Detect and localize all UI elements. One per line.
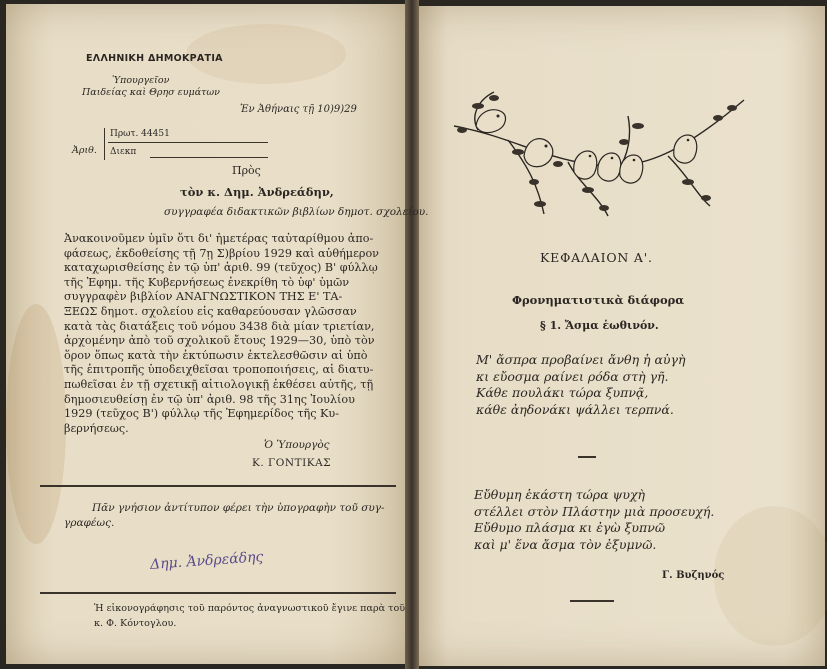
letter-body-line: ὅρον ὅπως κατὰ τὴν ἐκτύπωσιν ἐκτελεσθῶσιν αἱ ὑπὸ bbox=[64, 348, 368, 362]
poem-author: Γ. Βυζηνός bbox=[662, 570, 725, 581]
end-rule bbox=[570, 600, 614, 602]
water-stain bbox=[6, 304, 66, 544]
reference-bracket bbox=[104, 128, 105, 160]
protocol-number: Πρωτ. 44451 bbox=[110, 129, 170, 139]
recipient-title: συγγραφέα διδακτικῶν βιβλίων δημοτ. σχολείου. bbox=[164, 206, 429, 218]
poem-line: καὶ μ' ἕνα ἄσμα τὸν ἐξυμνῶ. bbox=[474, 536, 657, 552]
author-signature: Δημ. Ἀνδρεάδης bbox=[149, 549, 264, 573]
letter-body-line: καταχωρισθείσης ἐν τῷ ὑπ' ἀριθ. 99 (τεῦχος) Β' φύλλῳ bbox=[64, 261, 378, 275]
letter-body-line: 1929 (τεῦχος Β') φύλλῳ τῆς Ἐφημερίδος τῆς Κυ- bbox=[64, 407, 339, 421]
poem-stanza-1 bbox=[476, 352, 686, 418]
letter-body-line: φάσεως, ἐκδοθείσης τῇ 7ῃ Σ)βρίου 1929 καὶ αὐθήμερον bbox=[64, 246, 379, 260]
divider-rule bbox=[40, 485, 396, 487]
letter-body-line: τῆς ἐπιτροπῆς ὑποδειχθεῖσαι τροποποιήσεις, αἱ διατυ- bbox=[64, 363, 374, 377]
reference-label: Ἀριθ. bbox=[72, 145, 97, 156]
letter-body-line: πωθεῖσαι ἐν τῇ σχετικῇ αἰτιολογικῇ ἐκθέσει αὐτῆς, τῇ bbox=[64, 377, 374, 391]
letter-body-line: Ἀνακοινοῦμεν ὑμῖν ὅτι δι' ἡμετέρας ταὐταρίθμου ἀπο- bbox=[64, 232, 374, 245]
letter-body bbox=[64, 232, 379, 436]
stanza-divider bbox=[578, 456, 596, 458]
letter-body-line: δημοσιευθείσῃ ἐν τῷ ὑπ' ἀριθ. 98 τῆς 31ης Ἰουλίου bbox=[64, 392, 355, 406]
to-label: Πρὸς bbox=[232, 164, 261, 177]
divider-rule bbox=[40, 592, 396, 594]
letter-body-line: ΞΕΩΣ δημοτ. σχολείου εἰς καθαρεύουσαν γλῶσσαν bbox=[64, 304, 357, 318]
poem-stanza-2 bbox=[474, 487, 714, 553]
authenticity-note-line-2: γραφέως. bbox=[64, 517, 115, 529]
minister-name: Κ. ΓΟΝΤΙΚΑΣ bbox=[252, 457, 332, 469]
ministry-line-1: Ὑπουργεῖον bbox=[112, 75, 170, 86]
poem-line: Εὔθυμη ἑκάστη τώρα ψυχὴ bbox=[474, 487, 646, 502]
letter-body-line: βερνήσεως. bbox=[64, 421, 129, 435]
dieip-label: Διεκπ bbox=[110, 147, 137, 157]
water-stain bbox=[714, 506, 827, 646]
recipient-name: τὸν κ. Δημ. Ἀνδρεάδην, bbox=[180, 185, 334, 199]
poem-line: στέλλει στὸν Πλάστην μιὰ προσευχή. bbox=[474, 503, 715, 519]
subsection-title: § 1. Ἄσμα ἑωθινόν. bbox=[540, 319, 659, 332]
letter-body-line: κατὰ τὰς διατάξεις τοῦ νόμου 3438 διὰ μίαν τριετίαν, bbox=[64, 319, 375, 333]
ministry-line-2: Παιδείας καὶ Θρησ ευμάτων bbox=[82, 87, 220, 98]
letter-body-line: ἀρχομένην ἀπὸ τοῦ σχολικοῦ ἔτους 1929—30, ὑπὸ τὸν bbox=[64, 334, 375, 348]
book-spine bbox=[405, 0, 419, 669]
letter-body-line: συγγραφὲν βιβλίον ΑΝΑΓΝΩΣΤΙΚΟΝ ΤΗΣ Ε' ΤΑ- bbox=[64, 290, 343, 304]
letter-date: Ἐν Ἀθήναις τῇ 10)9)29 bbox=[240, 104, 357, 115]
birds-on-branch-engraving-icon bbox=[448, 86, 748, 222]
poem-line: κι εὔοσμα ραίνει ρόδα στὴ γῆ. bbox=[476, 368, 669, 384]
poem-line: Εὔθυμο πλάσμα κι ἐγὼ ξυπνῶ bbox=[474, 520, 666, 535]
poem-line: κάθε ἀηδονάκι ψάλλει τερπνά. bbox=[476, 401, 674, 417]
section-title: Φρονηματιστικὰ διάφορα bbox=[512, 293, 685, 307]
illustration-credit-line-2: κ. Φ. Κόντογλου. bbox=[94, 618, 177, 629]
minister-title: Ὁ Ὑπουργὸς bbox=[264, 439, 330, 451]
chapter-heading: ΚΕΦΑΛΑΙΟΝ Α'. bbox=[540, 250, 653, 265]
reference-rule bbox=[108, 142, 268, 143]
reference-rule bbox=[150, 157, 268, 158]
state-header: ΕΛΛΗΝΙΚΗ ΔΗΜΟΚΡΑΤΙΑ bbox=[86, 53, 223, 64]
poem-line: Κάθε πουλάκι τώρα ξυπνᾷ, bbox=[476, 385, 649, 400]
authenticity-note-line-1: Πᾶν γνήσιον ἀντίτυπον φέρει τὴν ὑπογραφὴν τοῦ συγ- bbox=[92, 502, 385, 514]
letter-body-line: τῆς Ἐφημ. τῆς Κυβερνήσεως ἐνεκρίθη τὸ ὑφ' ὑμῶν bbox=[64, 275, 350, 289]
poem-line: Μ' ἄσπρα προβαίνει ἄνθη ἡ αὐγὴ bbox=[476, 352, 686, 367]
illustration-credit-line-1: Ἡ εἰκονογράφησις τοῦ παρόντος ἀναγνωστικοῦ ἔγινε παρὰ τοῦ bbox=[94, 603, 406, 614]
